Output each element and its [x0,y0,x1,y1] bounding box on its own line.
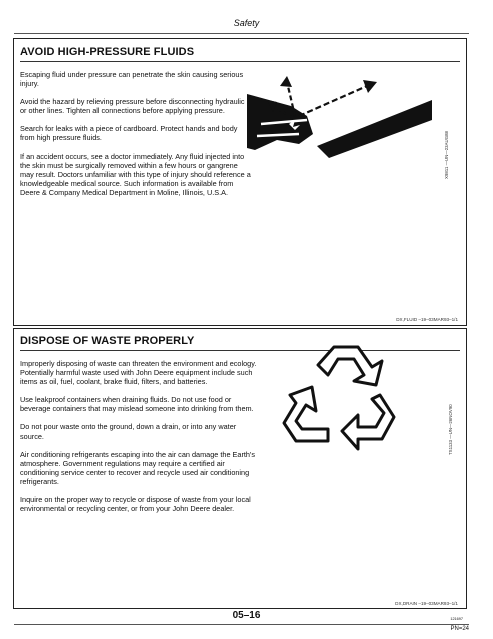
footer-small-code: 121697 [450,617,463,621]
section-body [20,359,258,522]
reference-code: DX,DRAIN –19–03MAR93–1/1 [395,601,458,606]
section-dispose-waste [13,328,467,609]
paragraph: Use leakproof containers when draining fluids. Do not use food or beverage containers that may mislead someone into drinking from them. [20,395,254,414]
paragraph: Inquire on the proper way to recycle or dispose of waste from your local environmental or recycling center, or from your John Deere dealer. [20,495,251,514]
header-rule [14,33,469,34]
section-title: DISPOSE OF WASTE PROPERLY [20,335,195,347]
paragraph: If an accident occurs, see a doctor immediately. Any fluid injected into the skin must be surgically removed within a few hours or gangrene may result. Doctors unfamiliar with this type of injury should reference a knowledgeable medical source. Such information is available from Deere & Company Medical Department in Moline, Illinois, U.S.A. [20,151,251,197]
section-high-pressure-fluids [13,38,467,326]
high-pressure-fluid-illustration [247,54,437,166]
paragraph: Air conditioning refrigerants escaping into the air can damage the Earth's atmosphere. Government regulations may require a certified air conditioning service center to recover and recycle used air conditioning refrigerants. [20,449,256,486]
recycle-symbol-icon [276,337,416,453]
reference-code: DX,FLUID –19–03MAR93–1/1 [396,317,458,322]
image-code: X9811 —UN—23AUG88 [444,131,449,179]
paragraph: Search for leaks with a piece of cardboard. Protect hands and body from high pressure fluids. [20,124,238,143]
section-body [20,70,252,206]
footer-rule [14,624,469,625]
paragraph: Escaping fluid under pressure can penetrate the skin causing serious injury. [20,70,244,89]
paragraph: Do not pour waste onto the ground, down a drain, or into any water source. [20,422,237,441]
paragraph: Improperly disposing of waste can threaten the environment and ecology. Potentially harmful waste used with John Deere equipment include such items as oil, fuel, coolant, brake fluid, filters, and batteries. [20,359,257,387]
pn-number: PN=24 [450,626,469,632]
section-title: AVOID HIGH-PRESSURE FLUIDS [20,46,195,58]
image-code: TS1133 —UN—26NOV90 [448,404,453,455]
paragraph: Avoid the hazard by relieving pressure before disconnecting hydraulic or other lines. Tighten all connections before applying pressure. [20,97,245,116]
running-header: Safety [233,18,260,28]
page-number: 05–16 [232,610,261,621]
